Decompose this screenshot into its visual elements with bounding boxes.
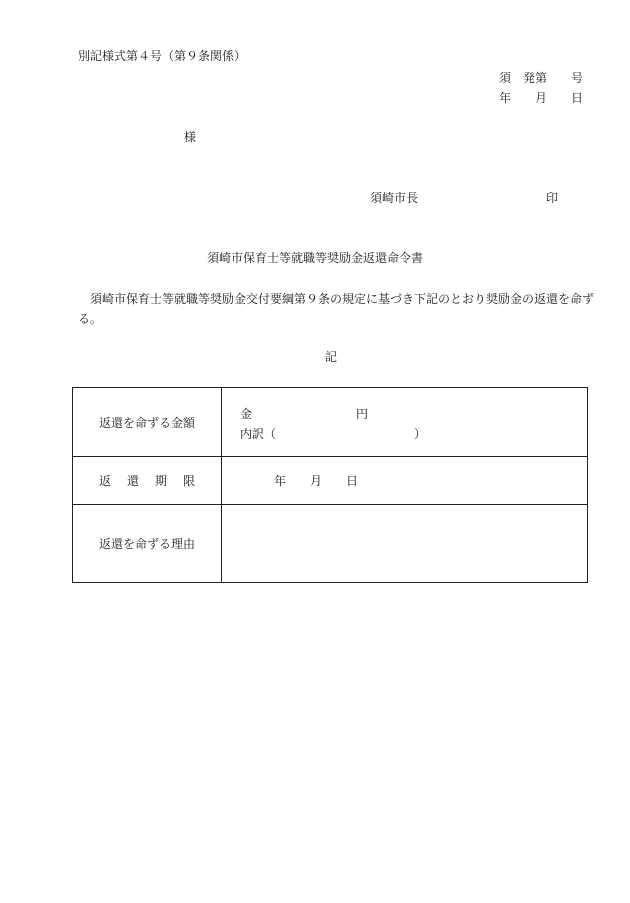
amount-label: 返還を命ずる金額 [73, 388, 222, 457]
form-reference: 別記様式第４号（第９条関係） [78, 49, 247, 63]
reason-label: 返還を命ずる理由 [73, 505, 222, 583]
kin-label: 金 [240, 407, 253, 421]
table-row-amount [73, 388, 588, 457]
deadline-day: 日 [346, 474, 359, 488]
table-row-reason [73, 505, 588, 583]
issue-date: 年 月 日 [498, 91, 583, 105]
document-number: 須 発第 号 [498, 71, 583, 85]
deadline-label: 返還期限 [73, 457, 222, 505]
breakdown-close: ） [414, 427, 427, 441]
ki-heading: 記 [324, 350, 337, 364]
deadline-year: 年 [274, 474, 287, 488]
seal-mark: 印 [546, 191, 559, 205]
yen-label: 円 [356, 407, 369, 421]
body-text-line-2: る。 [78, 312, 103, 326]
issuer-name: 須崎市長 [370, 191, 419, 205]
deadline-value-cell [222, 457, 588, 505]
amount-value-cell [222, 388, 588, 457]
breakdown-open: 内訳（ [240, 427, 277, 441]
table-row-deadline [73, 457, 588, 505]
deadline-month: 月 [310, 474, 323, 488]
reason-value-cell [222, 505, 588, 583]
recipient-honorific: 様 [184, 130, 197, 144]
refund-details-table [72, 387, 588, 583]
document-title: 須崎市保育士等就職等奨励金返還命令書 [206, 251, 423, 265]
body-text-line-1: 須崎市保育士等就職等奨励金交付要綱第９条の規定に基づき下記のとおり奨励金の返還を命ず [90, 292, 595, 306]
